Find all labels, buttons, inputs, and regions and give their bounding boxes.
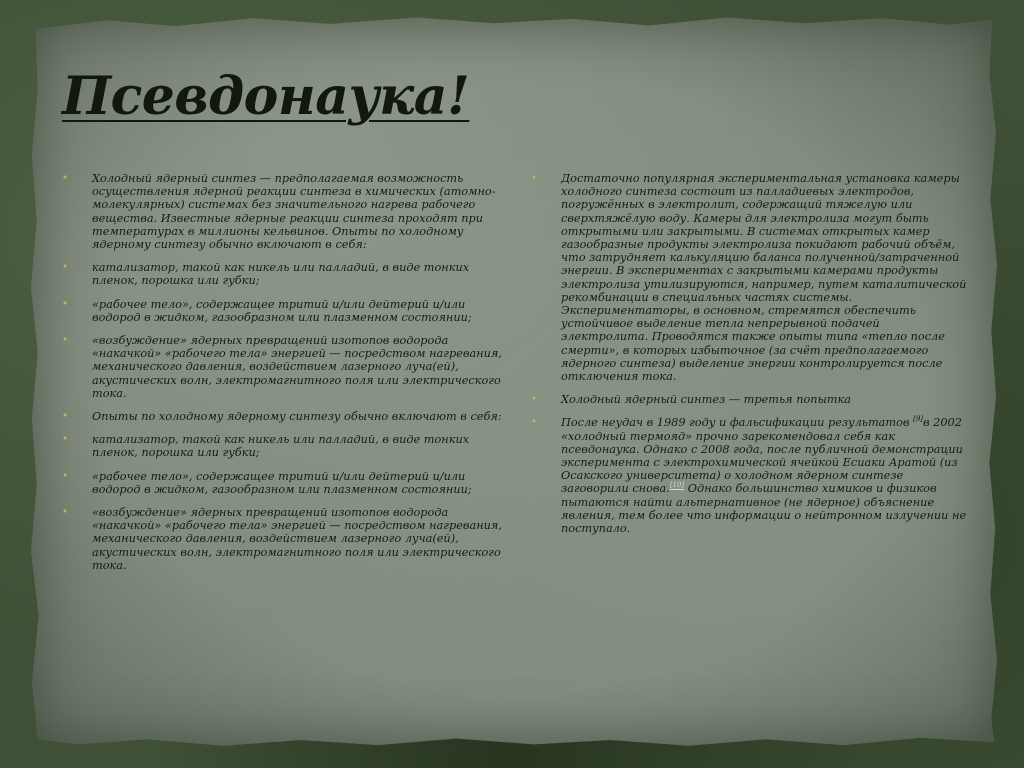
reference-marker: [9]	[913, 415, 924, 424]
paragraph-text: Холодный ядерный синтез — предполагаемая возможность осуществления ядерной реакции синтеза в химических (атомно-молекулярных) системах без значительного нагрева рабочего вещества. Известные ядерные реакции синтеза проходят при температурах в миллионы кельвинов. Опыты по холодному ядерному синтезу обычно включают в себя:	[92, 172, 496, 252]
slide-title: Псевдонаука!	[62, 66, 470, 127]
list-item	[62, 506, 503, 572]
paragraph-text: «возбуждение» ядерных превращений изотопов водорода «накачкой» «рабочего тела» энергией — посредством нагревания, механического давления, воздействием лазерного луча(ей), акустических волн, электромагнитного поля или электрического тока.	[92, 506, 503, 572]
history-text-part3: Однако большинство химиков и физиков пытаются найти альтернативное (не ядерное) объяснение явления, тем более что информации о нейтронном излучении не поступало.	[561, 482, 967, 536]
list-item	[62, 261, 502, 288]
reference-link[interactable]: [10]	[669, 481, 685, 490]
list-item	[62, 172, 502, 252]
paragraph-text: «рабочее тело», содержащее тритий и/или дейтерий и/или водород в жидком, газообразном или плазменном состоянии;	[92, 469, 472, 496]
bullet-icon: •	[62, 335, 68, 347]
bullet-icon: •	[62, 262, 68, 274]
bullet-icon: •	[531, 173, 537, 184]
bullet-icon: •	[62, 470, 68, 482]
bullet-icon: •	[62, 298, 68, 310]
paragraph-text: Опыты по холодному ядерному синтезу обычно включают в себя:	[92, 410, 502, 424]
bullet-icon: •	[531, 394, 537, 406]
paragraph-text: Холодный ядерный синтез — третья попытка	[561, 393, 851, 407]
bullet-icon: •	[62, 173, 68, 184]
bullet-icon: •	[62, 507, 68, 519]
list-item	[62, 410, 502, 424]
bullet-icon: •	[62, 434, 68, 446]
history-text-part1: После неудач в 1989 году и фальсификации результатов	[561, 416, 914, 430]
bullet-icon: •	[62, 411, 68, 423]
list-item	[62, 334, 503, 400]
paragraph-text: катализатор, такой как никель или палладий, в виде тонких пленок, порошка или губки;	[92, 433, 470, 460]
bullet-icon: •	[531, 417, 537, 429]
list-item	[62, 433, 502, 460]
paragraph-text: «рабочее тело», содержащее тритий и/или дейтерий и/или водород в жидком, газообразном или плазменном состоянии;	[92, 297, 472, 324]
list-item	[531, 393, 967, 407]
left-text-column	[62, 172, 503, 582]
right-text-column	[531, 172, 967, 545]
paragraph-text: Достаточно популярная экспериментальная установка камеры холодного синтеза состоит из палладиевых электродов, погружённых в электролит, содержащий тяжелую или сверхтяжёлую воду. Камеры для электролиза могут быть открытыми или закрытыми. В системах открытых камер газообразные продукты электролиза покидают рабочий объём, что затрудняет калькуляцию баланса полученной/затраченной энергии. В экспериментах с закрытыми камерами продукты электролиза утилизируются, например, путем каталитической рекомбинации в специальных частях системы. Экспериментаторы, в основном, стремятся обеспечить устойчивое выделение тепла непрерывной подачей электролита. Проводятся также опыты типа «тепло после смерти», в которых избыточное (за счёт предполагаемого ядерного синтеза) выделение энергии контролируется после отключения тока.	[561, 172, 967, 384]
list-item	[531, 172, 967, 384]
list-item	[531, 415, 967, 536]
history-text-part2: в 2002 «холодный термояд» прочно зарекомендовал себя как псевдонаука. Однако с 2008 года, после публичной демонстрации эксперимента с электрохимической ячейкой Есиаки Аратой (из Осакского университета) о холодном ядерном синтезе заговорили снова.	[561, 416, 963, 496]
list-item	[62, 297, 502, 324]
paragraph-text: катализатор, такой как никель или палладий, в виде тонких пленок, порошка или губки;	[92, 261, 470, 288]
paragraph-text: «возбуждение» ядерных превращений изотопов водорода «накачкой» «рабочего тела» энергией — посредством нагревания, механического давления, воздействием лазерного луча(ей), акустических волн, электромагнитного поля или электрического тока.	[92, 334, 503, 400]
list-item	[62, 469, 502, 496]
